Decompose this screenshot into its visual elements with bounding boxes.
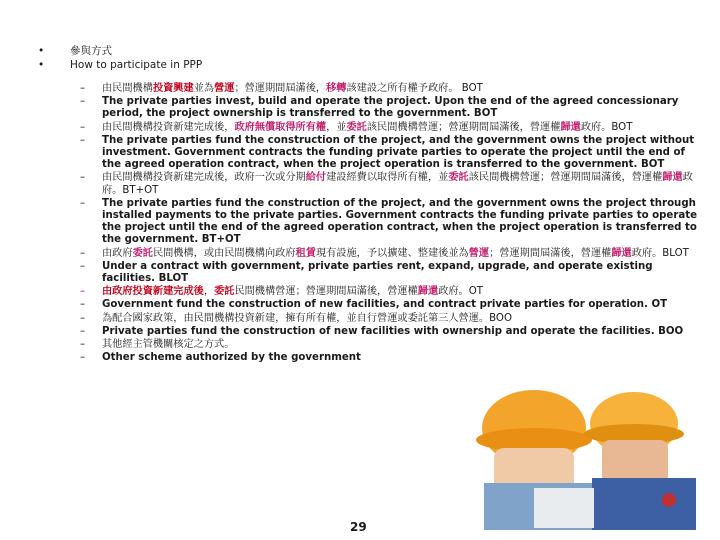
text-run: 民間機構營運；營運期間屆滿後，營運權 <box>234 286 418 298</box>
sub-item <box>80 326 700 338</box>
text-run: 為配合國家政策，由民間機構投資新建，擁有所有權，並自行營運或委託第三人營運。BOO <box>102 312 512 324</box>
sub-item <box>80 352 700 364</box>
sub-item-text <box>102 248 700 260</box>
bullet-item: • How to participate in PPP <box>38 59 203 71</box>
text-run: 營運 <box>468 247 490 259</box>
text-run: 投資興建 <box>152 83 194 94</box>
text-run: 該民間機構營運；營運期間屆滿後，營運權 <box>366 121 561 133</box>
text-run: Under a contract with government, private parties rent, expand, upgrade, and operate existing facilities. BLOT <box>102 260 653 285</box>
text-run: 歸還 <box>662 172 683 184</box>
sub-item <box>80 261 700 285</box>
text-run: 政府無償取得所有權 <box>234 121 327 133</box>
dash-marker: – <box>80 247 86 259</box>
text-run: Private parties fund the construction of new facilities with ownership and operate the facilities. BOO <box>102 325 684 337</box>
text-run: 民間機構，或由民間機構向政府 <box>152 247 296 259</box>
text-run: 政府。BT+OT <box>102 172 693 196</box>
text-run: 移轉 <box>326 83 347 94</box>
text-run: ；營運期間屆滿後，營運權 <box>489 247 612 259</box>
text-run: 租賃 <box>295 247 316 259</box>
text-run: 委託 <box>214 286 235 298</box>
text-run: 歸還 <box>611 247 632 259</box>
sub-item <box>80 122 700 134</box>
text-run: ；營運期間屆滿後， <box>234 83 327 94</box>
sub-item-text <box>102 352 700 364</box>
sub-item-list <box>80 83 700 365</box>
dash-marker: – <box>80 352 86 364</box>
sub-item <box>80 83 700 95</box>
bullet-text: 參與方式 <box>70 45 112 57</box>
text-run: 委託 <box>346 121 367 133</box>
dash-marker: – <box>80 172 86 184</box>
dash-marker: – <box>80 121 86 133</box>
dash-marker: – <box>80 260 86 272</box>
dash-marker: – <box>80 339 86 351</box>
text-run: 該建設之所有權予政府。 BOT <box>346 83 483 94</box>
text-run: The private parties invest, build and operate the project. Upon the end of the agreed concessionary period, the project ownership is transferred to the government. BOT <box>102 96 679 120</box>
sub-item <box>80 198 700 247</box>
text-run: 建設經費以取得所有權，並 <box>326 172 449 184</box>
sub-item <box>80 172 700 196</box>
dash-marker: – <box>80 325 86 337</box>
sub-item <box>80 299 700 311</box>
sub-item <box>80 248 700 260</box>
sub-item-text <box>102 83 700 95</box>
text-run: The private parties fund the construction of the project, and the government owns the project through installed payments to the private parties. Government contracts the funding private parties to operate the project until the end of the agreed operation contract, when the project operation is transferred to the government. BT+OT <box>102 197 697 246</box>
sub-item <box>80 135 700 172</box>
dash-marker: – <box>80 286 86 298</box>
text-run: The private parties fund the construction of the project, and the government owns the project without investment. Government contracts the funding private parties to operate the project until the end of the agreed operation contract, when the project operation is transferred to the government. BOT <box>102 134 695 171</box>
text-run: 由民間機構投資新建完成後， <box>102 121 235 133</box>
page-number: 29 <box>350 520 367 534</box>
dash-marker: – <box>80 299 86 311</box>
bullet-item: • 參與方式 <box>38 45 112 57</box>
sub-item <box>80 286 700 298</box>
text-run: 並為 <box>193 83 215 94</box>
text-run: 由民間機構投資新建完成後，政府一次或分期 <box>102 172 306 184</box>
dash-marker: – <box>80 312 86 324</box>
text-run: 政府。BOT <box>580 121 633 133</box>
text-run: ，並 <box>326 121 347 133</box>
sub-item-text <box>102 261 700 285</box>
sub-item-text <box>102 339 700 351</box>
text-run: 由政府投資新建完成後 <box>102 286 204 298</box>
sub-item-text <box>102 96 700 120</box>
text-run: ， <box>203 286 215 298</box>
dash-marker: – <box>80 134 86 146</box>
text-run: 歸還 <box>417 286 439 298</box>
top-bullets <box>38 44 202 72</box>
text-run: 給付 <box>305 172 327 184</box>
text-run: 營運 <box>214 83 235 94</box>
text-run: 歸還 <box>560 121 581 133</box>
sub-item-text <box>102 299 700 311</box>
text-run: 其他經主管機關核定之方式。 <box>102 339 235 351</box>
text-run: 由政府 <box>102 247 133 259</box>
dash-marker: – <box>80 83 86 94</box>
sub-item <box>80 96 700 120</box>
sub-item-text <box>102 122 700 134</box>
text-run: 委託 <box>448 172 469 184</box>
text-run: Government fund the construction of new facilities, and contract private parties for operation. OT <box>102 299 668 311</box>
sub-item-text <box>102 313 700 325</box>
text-run: 該民間機構營運；營運期間屆滿後，營運權 <box>468 172 663 184</box>
sub-item-text <box>102 135 700 172</box>
bullet-text: How to participate in PPP <box>70 59 203 71</box>
text-run: 由民間機構 <box>102 83 153 94</box>
sub-item <box>80 313 700 325</box>
sub-item <box>80 339 700 351</box>
dash-marker: – <box>80 96 86 108</box>
sub-item-text <box>102 286 700 298</box>
text-run: Other scheme authorized by the government <box>102 352 361 364</box>
text-run: 政府。BLOT <box>631 247 689 259</box>
sub-item-text <box>102 172 700 196</box>
sub-item-text <box>102 198 700 247</box>
dash-marker: – <box>80 197 86 209</box>
construction-workers-photo <box>474 388 696 530</box>
text-run: 委託 <box>132 247 153 259</box>
sub-item-text <box>102 326 700 338</box>
text-run: 政府。OT <box>438 286 483 298</box>
text-run: 現有設施，予以擴建、整建後並為 <box>315 247 469 259</box>
